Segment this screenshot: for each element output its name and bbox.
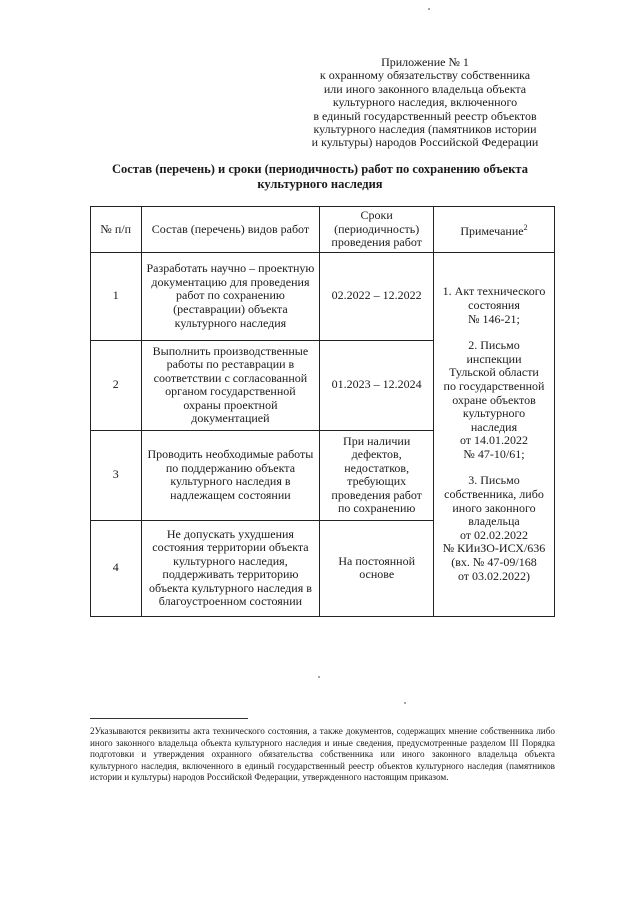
row-terms: На постоянной основе bbox=[320, 520, 434, 616]
note-line: охране объектов bbox=[452, 392, 536, 407]
note-line: собственника, либо bbox=[444, 487, 544, 502]
works-table bbox=[90, 206, 555, 617]
footnote-marker: 2 bbox=[523, 222, 528, 232]
row-works: Проводить необходимые работы по поддержанию объекта культурного наследия в надлежащем состоянии bbox=[141, 430, 320, 520]
header-terms: Сроки (периодичность) проведения работ bbox=[320, 207, 434, 253]
note-line: Тульской области bbox=[449, 365, 539, 380]
note-line: по государственной bbox=[443, 378, 545, 393]
note-line: № 47-10/61; bbox=[463, 446, 525, 461]
row-num: 1 bbox=[91, 252, 142, 340]
note-line: иного законного bbox=[452, 500, 536, 515]
note-line: № КИиЗО-ИСХ/636 bbox=[442, 541, 546, 556]
note-line: владельца bbox=[468, 514, 520, 529]
appendix-line: Приложение № 1 bbox=[381, 55, 469, 69]
appendix-line: и культуры) народов Российской Федерации bbox=[311, 135, 539, 150]
row-works: Разработать научно – проектную документацию для проведения работ по сохранению (реставрации) объекта культурного наследия bbox=[141, 252, 320, 340]
note-line: 2. Письмо инспекции bbox=[466, 338, 522, 366]
note-line: 3. Письмо bbox=[468, 473, 520, 488]
appendix-line: культурного наследия, включенного bbox=[332, 95, 518, 110]
note-line: № 146-21; bbox=[468, 311, 520, 326]
note-line: от 02.02.2022 bbox=[459, 527, 529, 542]
table-header-row bbox=[91, 207, 555, 253]
table-row bbox=[91, 252, 555, 340]
appendix-line: или иного законного владельца объекта bbox=[323, 81, 527, 96]
header-works: Состав (перечень) видов работ bbox=[141, 207, 320, 253]
note-line: от 03.02.2022) bbox=[457, 568, 531, 583]
header-note-label: Примечание bbox=[460, 223, 524, 238]
appendix-line: к охранному обязательству собственника bbox=[319, 68, 531, 83]
row-num: 2 bbox=[91, 340, 142, 430]
appendix-line: в единый государственный реестр объектов bbox=[313, 108, 537, 123]
note-line: (вх. № 47-09/168 bbox=[451, 555, 537, 570]
row-works: Выполнить производственные работы по реставрации в соответствии с согласованной органом государственной охраны проектной документацией bbox=[141, 340, 320, 430]
note-line: состояния bbox=[468, 297, 520, 312]
row-note bbox=[433, 252, 554, 616]
footnote-text: 2Указываются реквизиты акта технического состояния, а также документов, содержащих мнение собственника либо иного законного владельца объекта культурного наследия и иные сведения, предусмотренные разделом III Порядка подготовки и утверждения охранного обязательства собственника или иного законного владельца объекта культурного наследия, включенного в единый государственный реестр объектов культурного наследия (памятников истории и культуры) народов Российской Федерации, утвержденного настоящим приказом. bbox=[90, 726, 555, 783]
note-line: культурного наследия bbox=[462, 406, 526, 434]
row-works: Не допускать ухудшения состояния территории объекта культурного наследия, поддерживать территорию объекта культурного наследия в благоустроенном состоянии bbox=[141, 520, 320, 616]
row-num: 3 bbox=[91, 430, 142, 520]
scan-speck bbox=[318, 676, 320, 678]
row-terms: 02.2022 – 12.2022 bbox=[320, 252, 434, 340]
row-terms: 01.2023 – 12.2024 bbox=[320, 340, 434, 430]
note-line: от 14.01.2022 bbox=[459, 433, 529, 448]
footnote-divider bbox=[90, 718, 248, 719]
header-note bbox=[433, 207, 554, 253]
appendix-header bbox=[290, 56, 560, 150]
appendix-line: культурного наследия (памятников истории bbox=[313, 122, 537, 137]
scan-speck bbox=[404, 702, 406, 704]
header-num: № п/п bbox=[91, 207, 142, 253]
document-title: Состав (перечень) и сроки (периодичность) работ по сохранению объекта культурного наследия bbox=[112, 162, 528, 191]
scan-speck bbox=[428, 8, 430, 10]
row-terms: При наличии дефектов, недостатков, требующих проведения работ по сохранению bbox=[320, 430, 434, 520]
row-num: 4 bbox=[91, 520, 142, 616]
note-line: 1. Акт технического bbox=[442, 284, 546, 299]
